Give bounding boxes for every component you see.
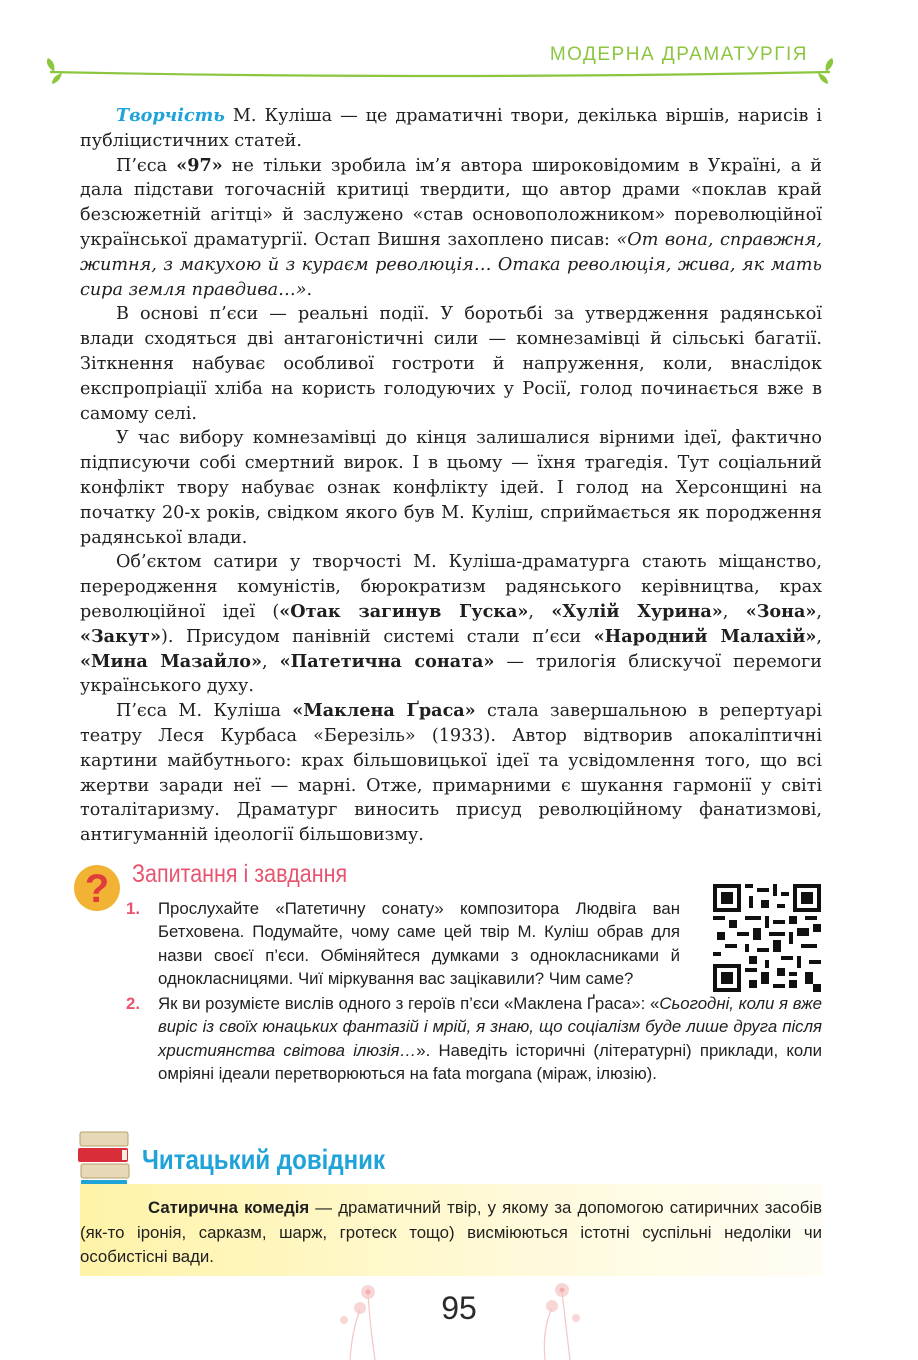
vyshnia-quote: «От вона, справжня, житня, з макухою й з кураєм революція… Отака революція, жива, як мать сира земля правдива…»: [80, 229, 822, 300]
paragraph-2-text-a: П’єса: [116, 155, 177, 176]
paragraph-5-text-a: Об’єктом сатири у творчості М. Куліша-драматурга стають міщанство, переродження комуністів, бюрократизм радянського керівництва, крах революційної ідеї (: [80, 552, 822, 622]
paragraph-5-text-c: — трилогія блискучої перемоги українського духу.: [80, 651, 822, 697]
play-title-maklena-grasa: «Маклена Ґраса»: [292, 700, 476, 722]
paragraph-3: В основі п’єси — реальні події. У боротьбі за утвердження радянської влади сходяться дві антагоністичні сили — комнезамівці й сільські багатії. Зіткнення набуває особливої гостроти й напруження, коли, внаслідок експропріації хліба на користь голодуючих у Росії, голод починається вже в самому селі.: [80, 304, 822, 424]
question-item: [126, 992, 822, 1085]
play-title-97: «97»: [176, 154, 223, 176]
paragraph-1: [80, 104, 822, 154]
play-title: «Зона»: [745, 600, 817, 622]
separator: ,: [528, 601, 552, 622]
paragraph-6-text-b: стала завершальною в репертуарі театру Леся Курбаса «Березіль» (1933). Автор відтворив апокаліптичні картини майбутнього: крах більшовицької ідеї та усвідомлення того, що всі жертви заради неї — марні. Отже, примарними є шукання гармонії у світі тоталітаризму. Драматург виносить присуд революційному фанатизмові, антигуманній ідеології більшовизму.: [80, 701, 822, 846]
reference-heading: Читацький довідник: [142, 1144, 386, 1175]
main-text: [80, 104, 822, 848]
running-header: МОДЕРНА ДРАМАТУРГІЯ: [549, 44, 808, 65]
separator: ,: [816, 626, 822, 647]
question-quote: Сьогодні, коли я вже виріс із своїх юнацьких фантазій і мрій, я знаю, що соціалізм буде лише друга після християнства світова ілюзія…: [158, 994, 822, 1060]
question-number: 2.: [126, 994, 140, 1014]
reference-term: Сатирична комедія: [148, 1198, 310, 1217]
reference-definition-text: — драматичний твір, у якому за допомогою сатиричних засобів (як-то іронія, сарказм, шарж, гротеск тощо) висміюються істотні суспільні недоліки чи особистісні вади.: [80, 1198, 822, 1267]
paragraph-1-text: М. Куліша — це драматичні твори, декілька віршів, нарисів і публіцистичних статей.: [80, 106, 822, 151]
play-title: «Мина Мазайло»: [80, 650, 263, 672]
separator: ,: [722, 601, 746, 622]
paragraph-2-end: .: [306, 279, 313, 300]
svg-text:?: ?: [84, 867, 110, 911]
qr-code-icon[interactable]: [713, 884, 821, 992]
separator: ,: [262, 651, 280, 672]
question-text: Прослухайте «Патетичну сонату» композитора Людвіга ван Бетховена. Подумайте, чому саме цей твір М. Куліш обрав для назви своєї п’єси. Обміняйтеся думками з однокласниками й однокласницями. Чиї міркування вас зацікавили? Чим саме?: [158, 899, 680, 988]
paragraph-5: [80, 550, 822, 699]
play-title: «Патетична соната»: [279, 650, 495, 672]
question-mark-icon: [72, 862, 122, 912]
question-text-a: Як ви розумієте вислів одного з героїв п’єси «Маклена Ґраса»: «: [158, 994, 660, 1014]
question-item: [126, 897, 680, 990]
questions-heading: Запитання і завдання: [132, 860, 348, 888]
question-number: 1.: [126, 899, 140, 918]
play-title: «Отак загинув Гуска»: [279, 600, 529, 622]
vine-divider-icon: [40, 58, 840, 88]
paragraph-6: [80, 699, 822, 848]
question-text-b: ». Наведіть історичні (літературні) приклади, коли омріяні ідеали перетворюються на fata morgana (міраж, ілюзію).: [158, 1040, 823, 1084]
play-title: «Хулій Хурина»: [551, 600, 723, 622]
play-title: «Народний Малахій»: [593, 625, 817, 647]
paragraph-2: [80, 154, 822, 303]
reference-definition: [80, 1196, 822, 1270]
paragraph-5-text-b: ). Присудом панівній системі стали п’єси: [160, 626, 594, 647]
paragraph-6-text-a: П’єса М. Куліша: [116, 701, 293, 722]
term-creativity: Творчість: [116, 105, 225, 126]
paragraph-4: У час вибору комнезамівці до кінця залишалися вірними ідеї, фактично підписуючи собі смертний вирок. І в цьому — їхня трагедія. Тут соціальний конфлікт твору набуває ознак конфлікту ідей. І голод на Херсонщині на початку 20-х років, свідком якого був М. Куліш, сприймається як породження радянської влади.: [80, 428, 822, 548]
books-icon: [78, 1130, 130, 1186]
page-number: 95: [441, 1290, 477, 1326]
paragraph-2-text-b: не тільки зробила ім’я автора широковідомим в Україні, а й дала підстави тогочасній критиці твердити, що автор драми «поклав край безсюжетній агітці» й заслужено «став основоположником» пореволюційної української драматургії. Остап Вишня захоплено писав:: [80, 155, 822, 250]
play-title: «Закут»: [80, 625, 161, 647]
separator: ,: [816, 601, 822, 622]
